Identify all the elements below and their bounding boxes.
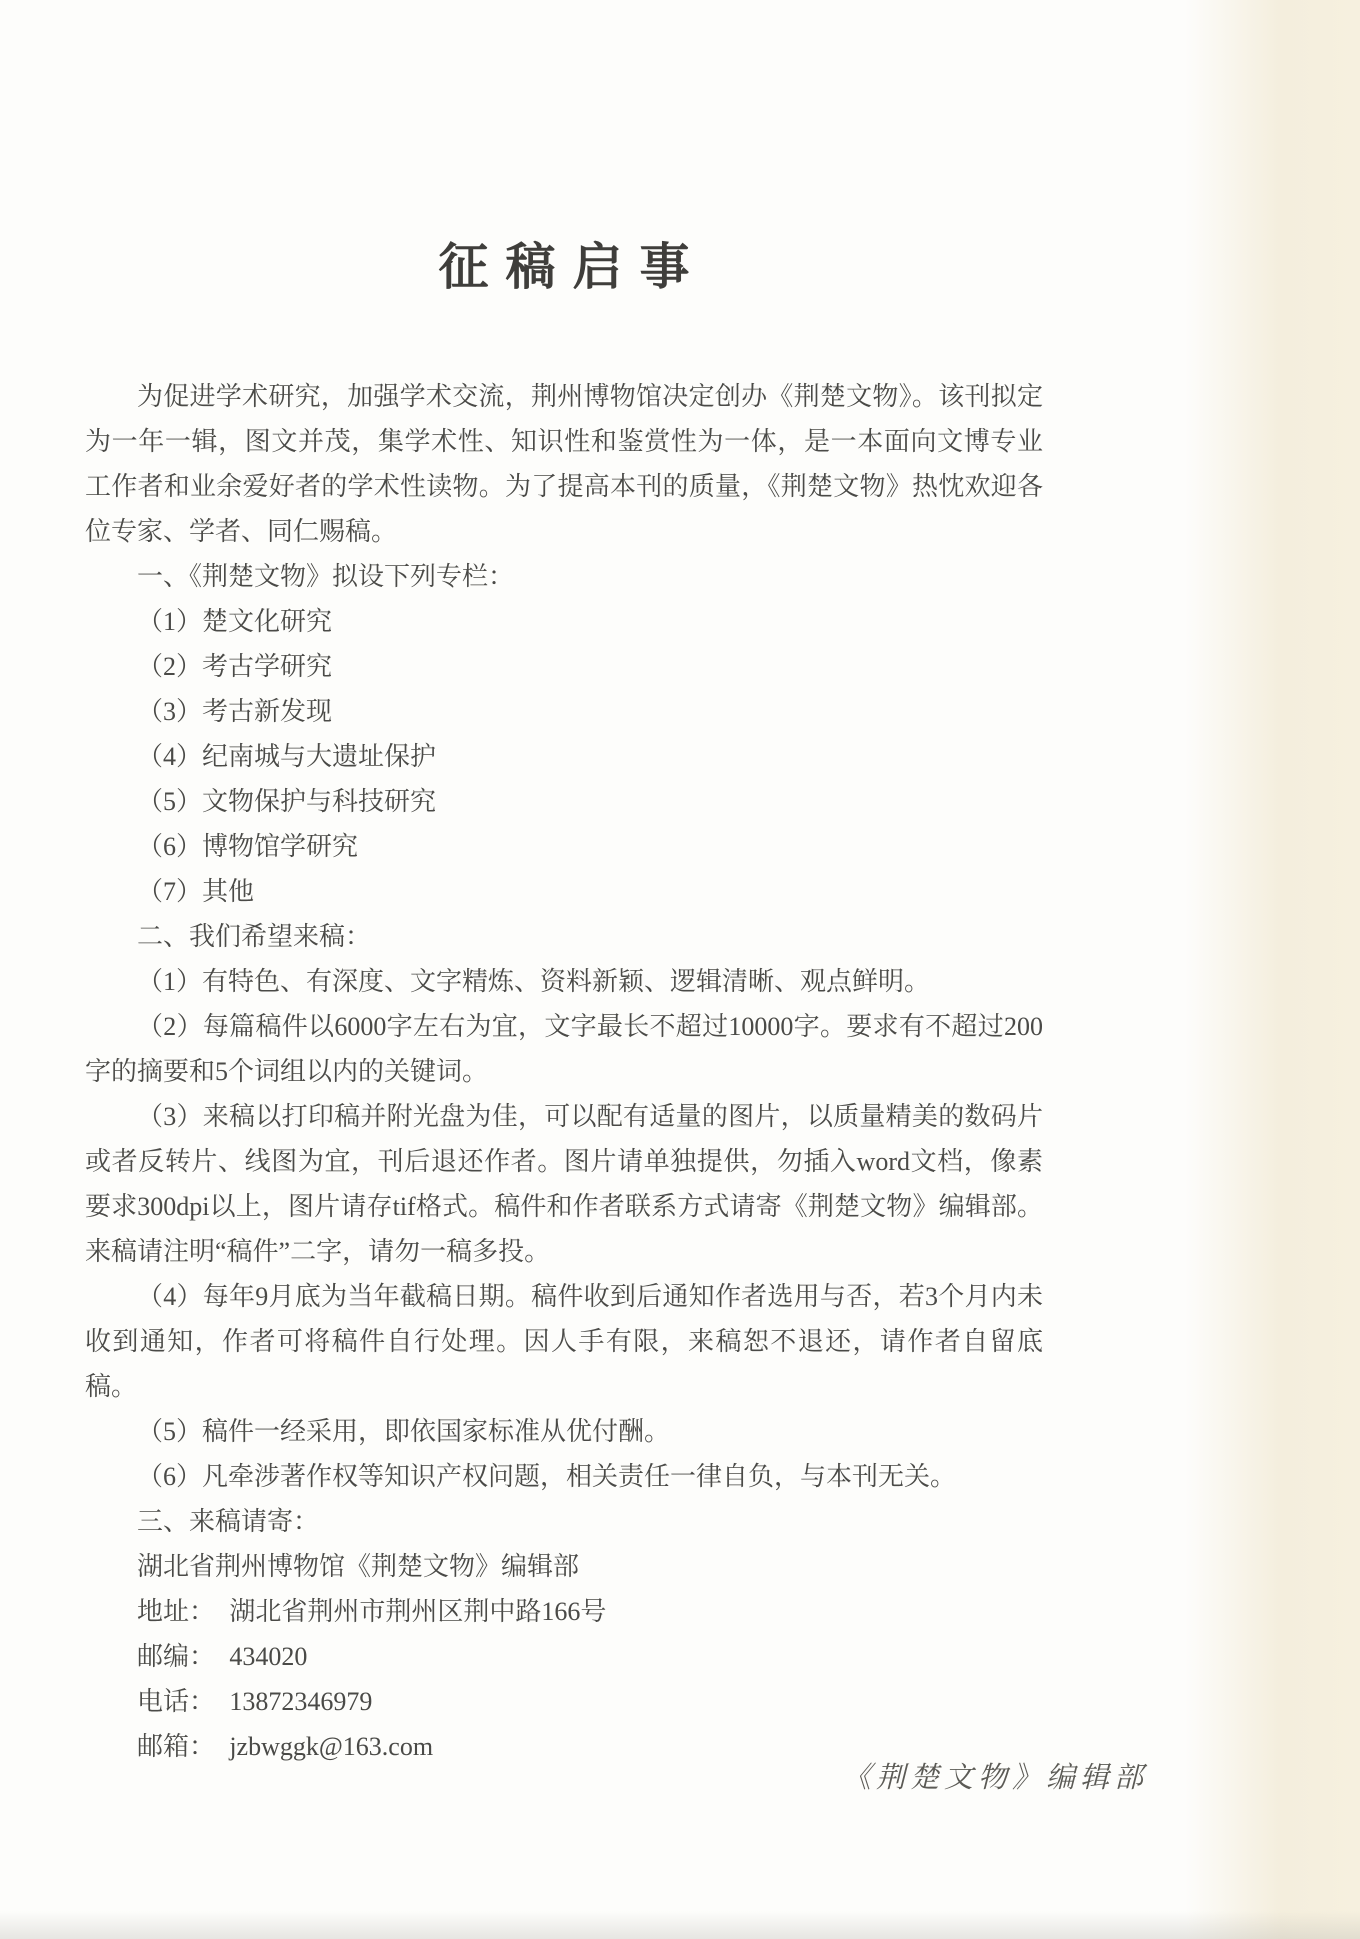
section-1-item: （2）考古学研究 [137,652,333,681]
section-2-item: （1）有特色、有深度、文字精炼、资料新颖、逻辑清晰、观点鲜明。 [137,967,931,996]
page-title: 征稿启事 [438,239,707,295]
contact-value: 湖北省荆州市荆州区荆中路166号 [229,1597,607,1626]
section-2-heading: 二、我们希望来稿： [137,922,372,951]
section-1-item: （4）纪南城与大遗址保护 [137,742,437,771]
contact-label: 邮箱： [137,1732,216,1761]
section-2-item: （5）稿件一经采用，即依国家标准从优付酬。 [137,1417,671,1446]
section-3-heading: 三、来稿请寄： [137,1507,320,1536]
section-2-item: （4）每年9月底为当年截稿日期。稿件收到后通知作者选用与否，若3个月内未收到通知，作者可将稿件自行处理。因人手有限，来稿恕不退还，请作者自留底稿。 [85,1282,1043,1401]
section-1-item: （6）博物馆学研究 [137,832,359,861]
contact-line-phone [85,1679,1043,1724]
section-1-item: （7）其他 [137,877,255,906]
section-2-item: （3）来稿以打印稿并附光盘为佳，可以配有适量的图片，以质量精美的数码片或者反转片、线图为宜，刊后退还作者。图片请单独提供，勿插入word文档，像素要求300dpi以上，图片请存tif格式。稿件和作者联系方式请寄《荆楚文物》编辑部。来稿请注明“稿件”二字，请勿一稿多投。 [85,1102,1043,1266]
section-2-item: （2）每篇稿件以6000字左右为宜，文字最长不超过10000字。要求有不超过200字的摘要和5个词组以内的关键词。 [85,1012,1043,1086]
section-1-heading: 一、《荆楚文物》拟设下列专栏： [137,562,515,591]
contact-label: 地址： [137,1597,216,1626]
contact-line-address [85,1589,1043,1634]
scan-edge-bottom-shadow [0,1911,1360,1939]
intro-paragraph: 为促进学术研究，加强学术交流，荆州博物馆决定创办《荆楚文物》。该刊拟定为一年一辑，图文并茂，集学术性、知识性和鉴赏性为一体，是一本面向文博专业工作者和业余爱好者的学术性读物。为了提高本刊的质量，《荆楚文物》热忱欢迎各位专家、学者、同仁赐稿。 [85,382,1043,546]
contact-recipient: 湖北省荆州博物馆《荆楚文物》编辑部 [137,1552,580,1581]
section-1-item: （1）楚文化研究 [137,607,333,636]
contact-value: 13872346979 [229,1687,373,1716]
contact-label: 邮编： [137,1642,216,1671]
section-1-item: （5）文物保护与科技研究 [137,787,437,816]
signature: 《荆楚文物》编辑部 [841,1762,1148,1794]
contact-line-postcode [85,1634,1043,1679]
contact-value: 434020 [229,1642,308,1671]
scan-edge-right-shadow [1185,0,1360,1939]
page-content [85,0,1043,1769]
contact-value: jzbwggk@163.com [229,1732,434,1761]
section-1-item: （3）考古新发现 [137,697,333,726]
contact-label: 电话： [137,1687,216,1716]
section-2-item: （6）凡牵涉著作权等知识产权问题，相关责任一律自负，与本刊无关。 [137,1462,957,1491]
